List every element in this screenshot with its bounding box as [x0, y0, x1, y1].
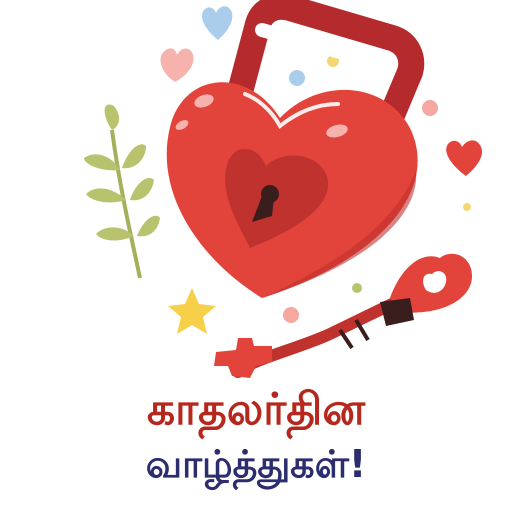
right-red-heart: [446, 140, 482, 176]
yellow-star: [168, 288, 216, 334]
blue-dot: [289, 70, 305, 86]
key-bit: [214, 338, 272, 378]
small-pink-heart: [160, 48, 193, 82]
greeting-line-1: காதலர்தின: [146, 384, 366, 435]
pink-dot: [422, 100, 438, 116]
blue-heart: [202, 6, 232, 40]
leaf-branch: [84, 104, 160, 278]
greeting-line-2: வாழ்த்துகள்!: [145, 442, 367, 486]
small-yellow-dot: [463, 203, 471, 211]
small-pink-dot: [283, 307, 299, 323]
small-green-dot: [352, 283, 362, 293]
